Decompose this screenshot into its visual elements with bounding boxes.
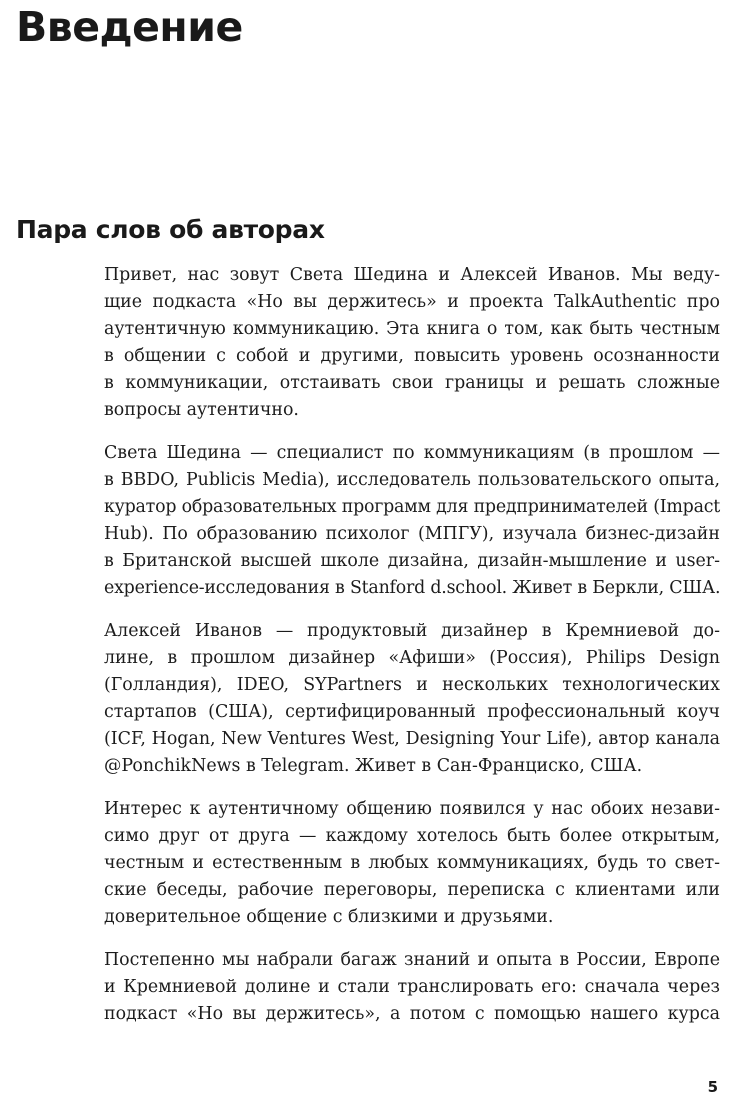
body-text bbox=[104, 262, 720, 1044]
text-line: честным и естественным в любых коммуникациях, будь то свет- bbox=[104, 853, 720, 873]
text-line: и Кремниевой долине и стали транслировать его: сначала через bbox=[104, 977, 720, 997]
text-line: Привет, нас зовут Света Шедина и Алексей Иванов. Мы веду- bbox=[104, 265, 720, 285]
text-line: в общении с собой и другими, повысить уровень осознанности bbox=[104, 346, 720, 366]
chapter-title: Введение bbox=[16, 3, 243, 51]
text-line: аутентичную коммуникацию. Эта книга о том, как быть честным bbox=[104, 319, 720, 339]
text-line: в коммуникации, отстаивать свои границы и решать сложные bbox=[104, 373, 720, 393]
paragraph-intro bbox=[104, 262, 720, 424]
text-line: (ICF, Hogan, New Ventures West, Designing Your Life), автор канала bbox=[104, 729, 720, 749]
text-line: куратор образовательных программ для предпринимателей (Impact bbox=[104, 497, 720, 517]
text-line: @PonchikNews в Telegram. Живет в Сан-Франциско, США. bbox=[104, 756, 643, 776]
text-line: симо друг от друга — каждому хотелось быть более открытым, bbox=[104, 826, 720, 846]
text-line: (Голландия), IDEO, SYPartners и нескольких технологических bbox=[104, 675, 720, 695]
text-line: Постепенно мы набрали багаж знаний и опыта в России, Европе bbox=[104, 950, 720, 970]
paragraph-interest bbox=[104, 796, 720, 931]
paragraph-aleksey bbox=[104, 618, 720, 780]
text-line: лине, в прошлом дизайнер «Афиши» (Россия), Philips Design bbox=[104, 648, 720, 668]
text-line: Hub). По образованию психолог (МПГУ), изучала бизнес-дизайн bbox=[104, 524, 720, 544]
text-line: вопросы аутентично. bbox=[104, 400, 299, 420]
text-line: Интерес к аутентичному общению появился у нас обоих незави- bbox=[104, 799, 720, 819]
text-line: доверительное общение с близкими и друзьями. bbox=[104, 907, 554, 927]
text-line: в Британской высшей школе дизайна, дизайн-мышление и user- bbox=[104, 551, 720, 571]
text-line: Света Шедина — специалист по коммуникациям (в прошлом — bbox=[104, 443, 720, 463]
section-title: Пара слов об авторах bbox=[16, 215, 325, 244]
text-line: стартапов (США), сертифицированный профессиональный коуч bbox=[104, 702, 720, 722]
paragraph-sveta bbox=[104, 440, 720, 602]
text-line: подкаст «Но вы держитесь», а потом с помощью нашего курса bbox=[104, 1004, 720, 1024]
text-line: ские беседы, рабочие переговоры, переписка с клиентами или bbox=[104, 880, 720, 900]
text-line: Алексей Иванов — продуктовый дизайнер в Кремниевой до- bbox=[104, 621, 720, 641]
paragraph-gradually bbox=[104, 947, 720, 1028]
page-number: 5 bbox=[707, 1078, 718, 1096]
text-line: щие подкаста «Но вы держитесь» и проекта TalkAuthentic про bbox=[104, 292, 720, 312]
text-line: experience-исследования в Stanford d.school. Живет в Беркли, США. bbox=[104, 578, 721, 598]
text-line: в BBDO, Publicis Media), исследователь пользовательского опыта, bbox=[104, 470, 720, 490]
